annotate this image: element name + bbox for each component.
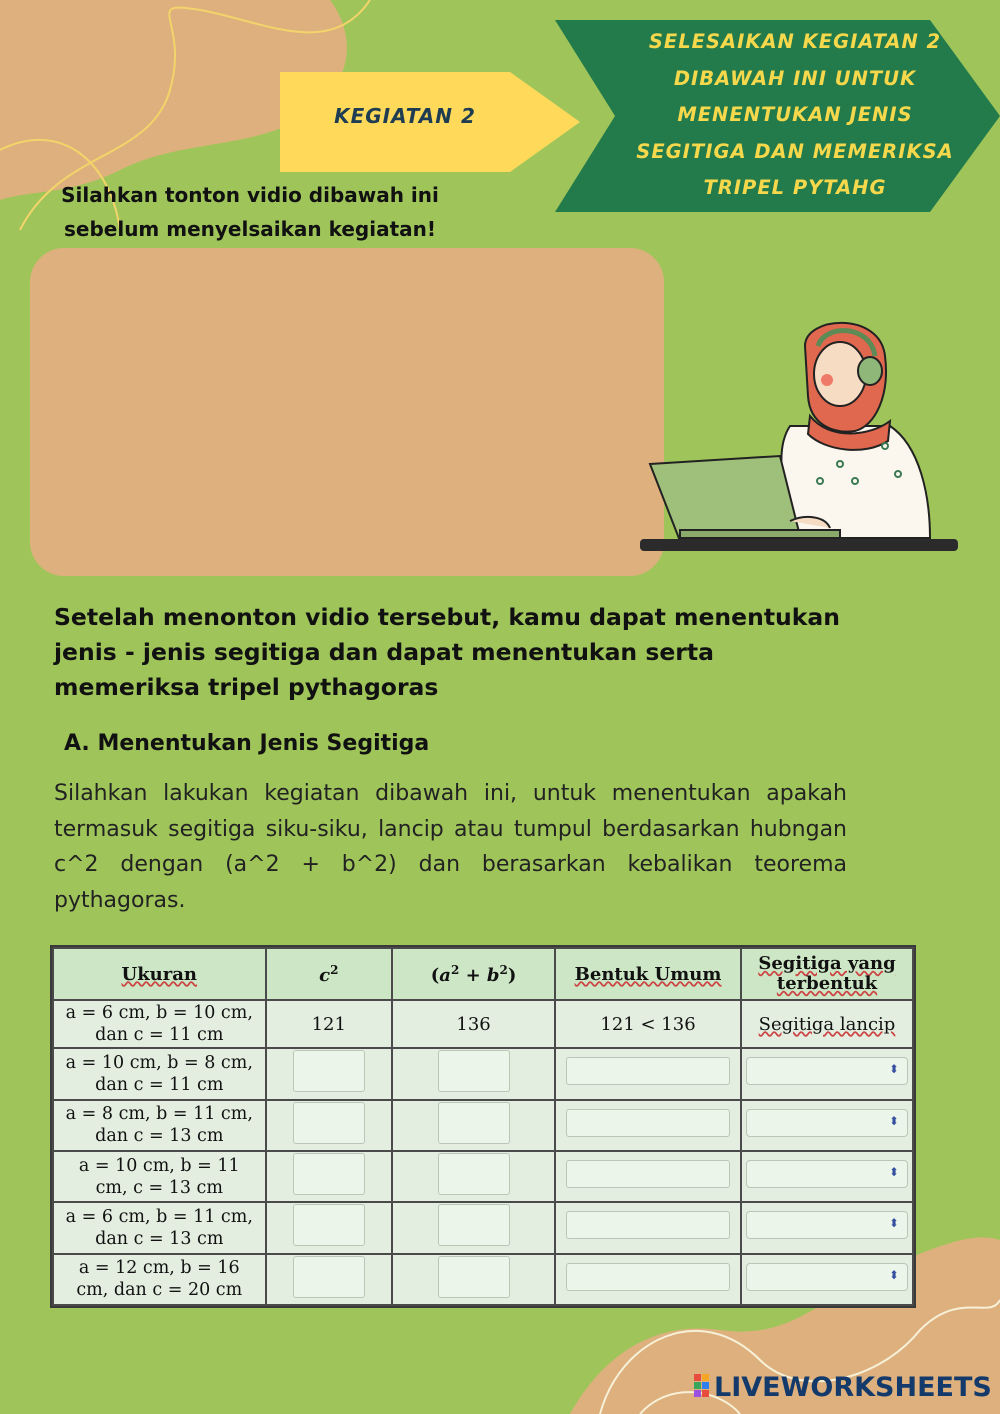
header-segitiga: Segitiga yang terbentuk — [741, 948, 913, 1000]
c2-cell — [266, 1151, 392, 1202]
c2-input[interactable] — [293, 1256, 365, 1298]
c2-input[interactable] — [293, 1153, 365, 1195]
segitiga-select[interactable] — [746, 1211, 908, 1239]
main-heading: Setelah menonton vidio tersebut, kamu dapat menentukan jenis - jenis segitiga dan dapat menentukan serta memeriksa tripel pythagoras — [54, 603, 840, 701]
table-row — [53, 1202, 913, 1253]
c2-cell — [266, 1048, 392, 1099]
bentuk-input[interactable] — [566, 1263, 730, 1291]
ab-cell — [392, 1100, 555, 1151]
bentuk-input[interactable] — [566, 1160, 730, 1188]
c2-input[interactable] — [293, 1204, 365, 1246]
ab-cell — [392, 1048, 555, 1099]
size-cell: a = 10 cm, b = 8 cm, dan c = 11 cm — [53, 1048, 266, 1099]
header-ukuran: Ukuran — [53, 948, 266, 1000]
kegiatan-label: KEGIATAN 2 — [334, 104, 476, 128]
instruction-text: SELESAIKAN KEGIATAN 2 DIBAWAH INI UNTUK MENENTUKAN JENIS SEGITIGA DAN MEMERIKSA TRIPEL PYTAHG — [636, 30, 954, 199]
instruction-paragraph: Silahkan lakukan kegiatan dibawah ini, untuk menentukan apakah termasuk segitiga siku-siku, lancip atau tumpul berdasarkan hubngan c^2 dengan (a^2 + b^2) dan berasarkan kebalikan teorema pythagoras. — [54, 781, 847, 913]
bentuk-input[interactable] — [566, 1211, 730, 1239]
ab-cell — [392, 1202, 555, 1253]
size-cell: a = 10 cm, b = 11 cm, c = 13 cm — [53, 1151, 266, 1202]
woman-laptop-illustration — [640, 316, 960, 556]
ab-input[interactable] — [438, 1153, 510, 1195]
segitiga-cell — [741, 1254, 913, 1305]
bentuk-cell — [555, 1202, 741, 1253]
segitiga-cell — [741, 1202, 913, 1253]
section-title: A. Menentukan Jenis Segitiga — [64, 731, 430, 756]
segitiga-cell — [741, 1100, 913, 1151]
table-row — [53, 1151, 913, 1202]
table-row — [53, 1000, 913, 1048]
intro-text: Silahkan tonton vidio dibawah ini sebelum menyelsaikan kegiatan! — [61, 183, 439, 241]
select-arrows-icon: ⬍ — [888, 1216, 899, 1231]
size-cell: a = 6 cm, b = 10 cm, dan c = 11 cm — [53, 1000, 266, 1048]
c2-cell — [266, 1202, 392, 1253]
ab-input[interactable] — [438, 1204, 510, 1246]
ab-input[interactable] — [438, 1050, 510, 1092]
bentuk-input[interactable] — [566, 1057, 730, 1085]
triangle-table — [50, 945, 916, 1308]
select-arrows-icon: ⬍ — [888, 1267, 899, 1282]
c2-input[interactable] — [293, 1050, 365, 1092]
liveworksheets-logo[interactable]: LIVEWORKSHEETS — [694, 1372, 992, 1403]
ab-cell — [392, 1254, 555, 1305]
select-arrows-icon: ⬍ — [888, 1165, 899, 1180]
bentuk-cell — [555, 1048, 741, 1099]
table-row — [53, 1100, 913, 1151]
bentuk-input[interactable] — [566, 1109, 730, 1137]
ab-value: 136 — [392, 1000, 555, 1048]
table-row — [53, 1254, 913, 1305]
bentuk-value: 121 < 136 — [555, 1000, 741, 1048]
segitiga-value: Segitiga lancip — [741, 1000, 913, 1048]
select-arrows-icon: ⬍ — [888, 1113, 899, 1128]
c2-cell — [266, 1254, 392, 1305]
header-c-squared: $c^2$ — [266, 948, 392, 1000]
liveworksheets-logo-icon — [694, 1374, 710, 1398]
segitiga-select[interactable] — [746, 1057, 908, 1085]
ab-cell — [392, 1151, 555, 1202]
segitiga-select[interactable] — [746, 1263, 908, 1291]
ab-input[interactable] — [438, 1256, 510, 1298]
header-bentuk-umum: Bentuk Umum — [555, 948, 741, 1000]
size-cell: a = 12 cm, b = 16 cm, dan c = 20 cm — [53, 1254, 266, 1305]
segitiga-select[interactable] — [746, 1109, 908, 1137]
segitiga-cell — [741, 1048, 913, 1099]
c2-cell — [266, 1100, 392, 1151]
video-player[interactable] — [30, 248, 664, 576]
segitiga-select[interactable] — [746, 1160, 908, 1188]
size-cell: a = 8 cm, b = 11 cm, dan c = 13 cm — [53, 1100, 266, 1151]
ab-input[interactable] — [438, 1102, 510, 1144]
table-header-row — [53, 948, 913, 1000]
header-a2-plus-b2: $(a^2 + b^2)$ — [392, 948, 555, 1000]
bentuk-cell — [555, 1254, 741, 1305]
select-arrows-icon: ⬍ — [888, 1062, 899, 1077]
size-cell: a = 6 cm, b = 11 cm, dan c = 13 cm — [53, 1202, 266, 1253]
c2-input[interactable] — [293, 1102, 365, 1144]
segitiga-cell — [741, 1151, 913, 1202]
bentuk-cell — [555, 1100, 741, 1151]
c2-value: 121 — [266, 1000, 392, 1048]
table-row — [53, 1048, 913, 1099]
bentuk-cell — [555, 1151, 741, 1202]
